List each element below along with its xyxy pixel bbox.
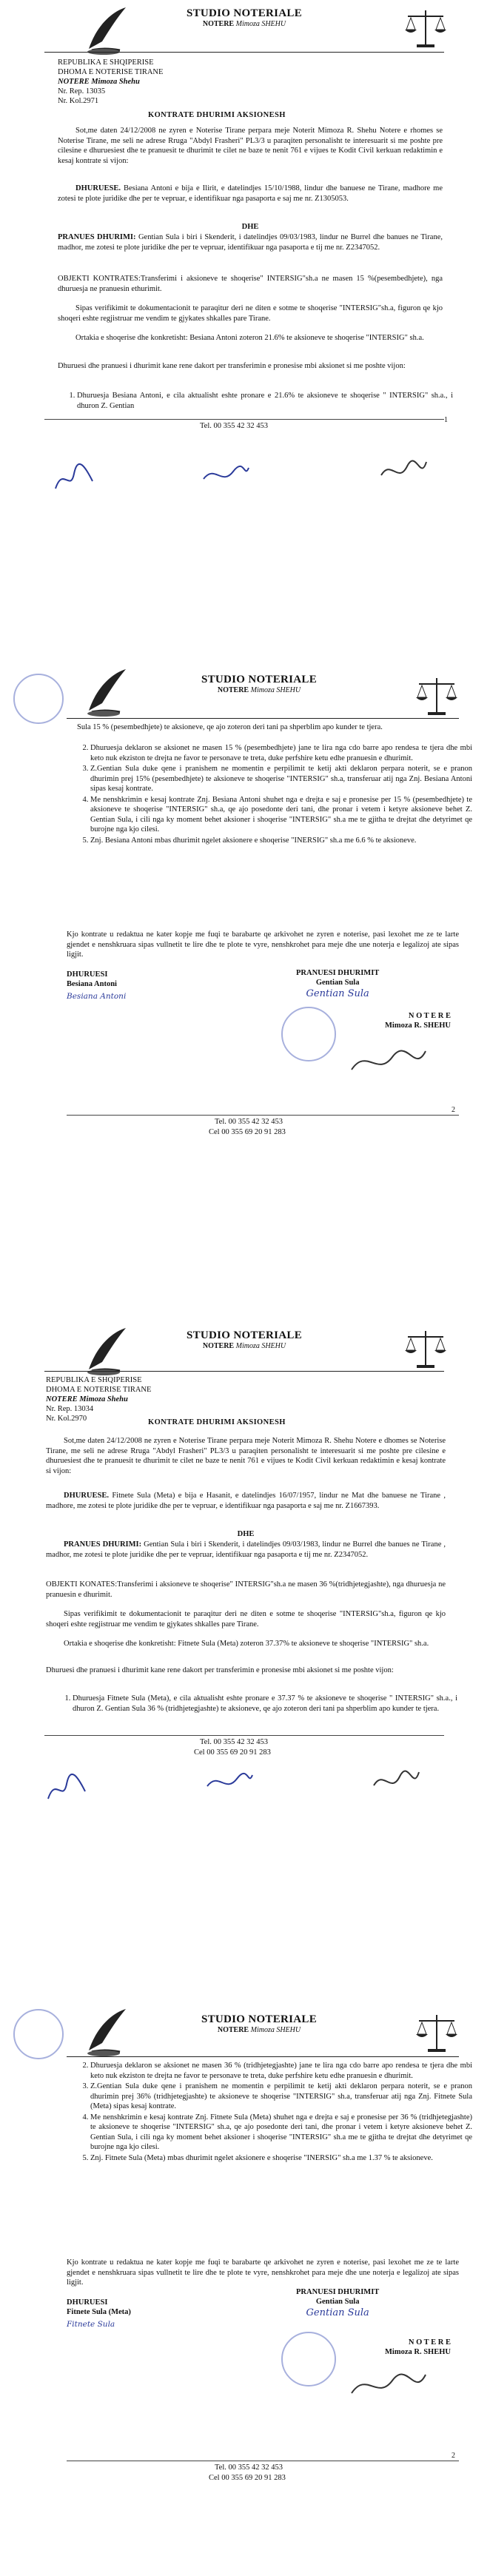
contract-page-1 — [0, 0, 490, 607]
phone-number: Tel. 00 355 42 32 453 — [215, 2463, 283, 2472]
page-number: 2 — [452, 1106, 455, 1114]
receiver-label: PRANUES DHURIMI: — [64, 1540, 142, 1549]
list-item: 4. Me nenshkrimin e kesaj kontrate Znj. Besiana Antoni shuhet nga e drejta e saj e pronesise per 15 % (pesembedhjete) te aksioneve te shoqerise "INTERSIG" sh.a, qe ajo posedonte deri tani, dhe pronar i vetem i ketyre aksioneve behet Z. Gentian Sula, i cili nga ky moment behet aksioner i shoqerise "INTERSIG" sh.a me te gjitha te drejtat dhe detyrimet qe burojne nga kjo cilesi. — [90, 795, 472, 835]
meta-notary: NOTERE Mimoza Shehu — [58, 78, 140, 86]
and-label: DHE — [241, 223, 259, 231]
initials-signature-icon — [52, 459, 96, 496]
notary-full-name: Mimoza R. SHEHU — [385, 1022, 451, 1030]
transfer-list — [77, 2061, 472, 2164]
quill-logo-icon — [81, 1325, 129, 1377]
meta-rep-number: Nr. Rep. 13034 — [46, 1405, 94, 1413]
list-item: 3. Z.Gentian Sula duke qene i pranishem ne momentin e perpilimit te ketij akti deklaron perpara noterit, se e pranon dhurimin prej 15% (pesembedhjete) te aksioneve te shoqerise "INTERSIG" sh.a, transferuar atij nga Znj. Besiana Antoni sipas kesaj kontrate. — [90, 764, 472, 794]
receiver-paragraph — [58, 232, 443, 252]
receiver-label: PRANUESI DHURIMIT — [296, 969, 380, 977]
giver-label: DHURUESE. — [64, 1492, 109, 1500]
scales-of-justice-icon — [403, 1326, 448, 1371]
agree-paragraph: Dhuruesi dhe pranuesi i dhurimit kane rene dakort per transferimin e pronesise mbi aksionet si me poshte vijon: — [46, 1666, 394, 1674]
initials-signature-icon — [204, 1768, 255, 1797]
initials-signature-icon — [44, 1769, 89, 1806]
receiver-label: PRANUESI DHURIMIT — [296, 2288, 380, 2296]
document-title: KONTRATE DHURIMI AKSIONESH — [148, 1418, 286, 1426]
office-name: STUDIO NOTERIALE — [201, 2013, 318, 2025]
office-header — [170, 2013, 348, 2034]
list-item: 4. Me nenshkrimin e kesaj kontrate Znj. Fitnete Sula (Meta) shuhet nga e drejta e saj e pronesise per 36 % (tridhjetegjashte) te aksioneve te shoqerise "INTERSIG" sh.a, qe ajo posedonte deri tani, dhe pronar i vetem i ketyre aksioneve behet Z. Gentian Sula, i cili nga ky moment behet aksioner i shoqerise "INTERSIG" sh.a me te gjitha te drejtat dhe detyrimet qe burojne nga kjo cilesi. — [90, 2113, 472, 2153]
notary-label: N O T E R E — [408, 2338, 451, 2347]
giver-signature: Besiana Antoni — [67, 992, 127, 1001]
notary-name: Mimoza SHEHU — [250, 2026, 301, 2034]
and-label: DHE — [237, 1530, 255, 1538]
object-paragraph: OBJEKTI KONTRATES:Transferimi i aksioneve te shoqerise" INTERSIG"sh.a ne masen 15 %(pesembedhjete), nga dhuruesja ne pranuesin ethurimit. — [58, 275, 443, 293]
meta-kol-number: Nr. Kol.2970 — [46, 1415, 87, 1423]
notary-signature-block — [385, 2338, 451, 2357]
mobile-number: Cel 00 355 69 20 91 283 — [209, 2474, 286, 2482]
giver-signature-block — [67, 2298, 131, 2330]
notary-prefix: NOTERE — [217, 686, 249, 694]
giver-label: DHURUESE. — [75, 184, 121, 192]
receiver-signature-block — [296, 2287, 379, 2318]
meta-republic: REPUBLIKA E SHQIPERISE — [58, 58, 154, 67]
phone-number: Tel. 00 355 42 32 453 — [200, 1738, 269, 1746]
scales-of-justice-icon — [415, 2010, 459, 2055]
giver-signature: Fitnete Sula — [67, 2320, 115, 2329]
giver-paragraph — [58, 184, 443, 204]
office-header — [155, 7, 333, 28]
office-header — [170, 674, 348, 694]
transfer-list — [59, 1694, 457, 1714]
header-rule — [44, 1371, 444, 1372]
receiver-signature-block — [296, 968, 379, 999]
receiver-signature: Gentian Sula — [306, 2307, 369, 2318]
notary-label: N O T E R E — [408, 1012, 451, 1020]
giver-text: Fitnete Sula (Meta) e bija e Hasanit, e datelindjes 16/07/1957, lindur ne Mat dhe banuese ne Tirane , madhore, me zotesi te plote juridike dhe per te vepruar, e identifikuar nga pasaporta e saj me nr. Z1667393. — [46, 1492, 446, 1510]
giver-name: Fitnete Sula (Meta) — [67, 2308, 131, 2316]
mobile-number: Cel 00 355 69 20 91 283 — [194, 1748, 271, 1757]
notary-name: Mimoza SHEHU — [235, 1342, 286, 1350]
office-name: STUDIO NOTERIALE — [186, 1329, 303, 1341]
footer-rule — [44, 419, 444, 420]
scales-of-justice-icon — [415, 674, 459, 718]
giver-name: Besiana Antoni — [67, 980, 117, 988]
contract-page-3 — [0, 1310, 490, 1947]
giver-signature-block — [67, 970, 126, 1002]
list-item: 1. Dhuruesja Fitnete Sula (Meta), e cila aktualisht eshte pronare e 37.37 % te aksioneve te shoqerise " INTERSIG" sh.a., i dhuron Z. Gentian Sula 36 % (tridhjetegjashte) te aksioneve, qe ajo zoteron deri tani pa shperblim apo kunder te tjera. — [73, 1694, 457, 1714]
notary-prefix: NOTERE — [202, 20, 235, 28]
notary-signature-icon — [348, 2367, 429, 2404]
notary-stamp — [13, 674, 64, 724]
meta-rep-number: Nr. Rep. 13035 — [58, 87, 106, 95]
initials-signature-icon — [377, 453, 429, 490]
transfer-list — [64, 391, 453, 412]
notary-signature-icon — [348, 1044, 429, 1081]
header-rule — [44, 52, 444, 53]
notary-stamp — [281, 2332, 336, 2387]
office-header — [155, 1329, 333, 1350]
quill-logo-icon — [81, 2006, 129, 2058]
list-item: 1. Dhuruesja Besiana Antoni, e cila aktualisht eshte pronare e 21.6% te aksioneve te shoqerise " INTERSIG" sh.a., i dhuron Z. Gentian — [77, 391, 453, 411]
initials-signature-icon — [370, 1763, 422, 1800]
object-paragraph: OBJEKTI KONATES:Transferimi i aksioneve te shoqerise" INTERSIG"sh.a ne masen 36 %(tridhjetegjashte), nga dhuruesja ne pranuesin e dhurimit. — [46, 1580, 446, 1599]
header-rule — [67, 718, 459, 719]
contract-page-2 — [0, 644, 490, 1310]
declare-paragraph: Sipas verifikimit te dokumentacionit te paraqitur deri ne diten e sotme te shoqerise "INTERSIG"sh.a, figuron qe kjo shoqeri eshte regjistruar me vendim te gjykates shkalles pare Tirane. — [58, 304, 443, 323]
header-rule — [67, 2056, 459, 2057]
list-item: 2. Dhuruesja deklaron se aksionet ne masen 15 % (pesembedhjete) jane te lira nga cdo barre apo rendesa te tjera dhe mbi keto nuk ekziston te drejta ne favor te personave te treta, duke perfshire ketu edhe pranuesin e dhurimit. — [90, 743, 472, 763]
phone-number: Tel. 00 355 42 32 453 — [200, 422, 269, 430]
initials-signature-icon — [200, 460, 252, 490]
document-title: KONTRATE DHURIMI AKSIONESH — [148, 111, 286, 119]
receiver-label: PRANUES DHURIMI: — [58, 233, 136, 241]
declare-paragraph: Sipas verifikimit te dokumentacionit te paraqitur deri ne diten e sotme te shoqerise "INTERSIG"sh.a, figuron qe kjo shoqeri eshte regjistruar me vendim te gjykates shkalles pare Tirane. — [46, 1610, 446, 1629]
shares-paragraph: Ortakia e shoqerise dhe konkretisht: Fitnete Sula (Meta) zoteron 37.37% te aksioneve te shoqerise "INTERSIG" sh.a. — [64, 1640, 429, 1648]
shares-paragraph: Ortakia e shoqerise dhe konkretisht: Besiana Antoni zoteron 21.6% te aksioneve te shoqerise "INTERSIG" sh.a. — [75, 334, 424, 342]
quill-logo-icon — [81, 4, 129, 56]
notary-stamp — [281, 1007, 336, 1061]
page-number: 2 — [452, 2452, 455, 2460]
meta-chamber: DHOMA E NOTERISE TIRANE — [58, 68, 164, 76]
notary-prefix: NOTERE — [202, 1342, 235, 1350]
receiver-name: Gentian Sula — [315, 979, 360, 987]
item-continuation: Sula 15 % (pesembedhjete) te aksioneve, qe ajo zoteron deri tani pa shperblim apo kunder te tjera. — [77, 723, 383, 731]
contract-page-4 — [0, 1962, 490, 2576]
giver-paragraph — [46, 1491, 446, 1511]
intro-paragraph: Sot,me daten 24/12/2008 ne zyren e Noterise Tirane perpara meje Noterit Mimoza R. Shehu Notere e dhomes se Noterise Tirane, me seli ne adrese Rruga "Abdyl Frasheri" PL3/3 u paraqiten personalisht te interesuarit si me poshte pre cilesine e dhuruesiest dhe te pranuesit te dhurimit te cilet ne baze te nenit 761 e vijues te Kodit Civil kerkuan redaktimin e kesaj kontrate si vijon: — [46, 1437, 446, 1475]
mobile-number: Cel 00 355 69 20 91 283 — [209, 1128, 286, 1136]
footer-rule — [44, 1735, 444, 1736]
notary-name: Mimoza SHEHU — [250, 686, 301, 694]
meta-chamber: DHOMA E NOTERISE TIRANE — [46, 1386, 152, 1394]
office-name: STUDIO NOTERIALE — [201, 674, 318, 685]
agree-paragraph: Dhuruesi dhe pranuesi i dhurimit kane rene dakort per transferimin e pronesise mbi aksionet si me poshte vijon: — [58, 362, 406, 370]
list-item: 5. Znj. Fitnete Sula (Meta) mbas dhurimit ngelet aksionere e shoqerise "INERSIG" sh.a me 1.37 % te aksioneve. — [90, 2153, 472, 2164]
giver-label: DHURUESI — [67, 2298, 108, 2307]
receiver-paragraph — [46, 1540, 446, 1560]
phone-number: Tel. 00 355 42 32 453 — [215, 1118, 283, 1126]
meta-kol-number: Nr. Kol.2971 — [58, 97, 99, 105]
receiver-text: Gentian Sula i biri i Skenderit, i datelindjes 09/03/1983, lindur ne Burrel dhe banues ne Tirane, madhor, me zotesi te plote juridike dhe per te vepruar, identifikuar nga pasaporta e tij me nr. Z2347052. — [58, 233, 443, 252]
notary-signature-block — [385, 1011, 451, 1030]
notary-full-name: Mimoza R. SHEHU — [385, 2348, 451, 2356]
receiver-signature: Gentian Sula — [306, 988, 369, 999]
list-item: 3. Z.Gentian Sula duke qene i pranishem ne momentin e perpilimit te ketij akti deklaron perpara noterit, se e pranon dhurimin prej 36% (tridhjetegjashte) te aksioneve te shoqerise "INTERSIG" sh.a, transferuar atij nga Znj. Fitnete Sula (Meta) sipas kesaj kontrate. — [90, 2082, 472, 2112]
closing-paragraph: Kjo kontrate u redaktua ne kater kopje me fuqi te barabarte qe arkivohet ne zyren e noterise, pasi lexohet me ze te larte gjendet e nenshkruara sipas vullnetit te lire dhe te plote te vyre, nenshkrohet para meje dhe une noterja e legalizoj ate sipas ligjit. — [67, 2258, 459, 2287]
intro-paragraph: Sot,me daten 24/12/2008 ne zyren e Noterise Tirane perpara meje Noterit Mimoza R. Shehu Notere e rhomes se Noterise Tirane, me seli ne adrese Rruga "Abdyl Frasheri" PL3/3 u paraqiten personalisht te interesuarit si me poshte pre cilesine e dhuruesiest dhe te pranuesit te dhurimit te cilet ne baze te nenit 761 e vijues te Kodit Civil kerkuan redaktimin e kesaj kontrate si vijon: — [58, 127, 443, 165]
meta-republic: REPUBLIKA E SHQIPERISE — [46, 1376, 142, 1384]
document-meta — [46, 1375, 151, 1423]
receiver-text: Gentian Sula i biri i Skenderit, i datelindjes 09/03/1983, lindur ne Burrel dhe banues ne Tirane , madhor, me zotesi te plote juridike dhe per te vepruar, identifikuar nga pasaporta e tij me nr. Z2347052. — [46, 1540, 446, 1559]
notary-prefix: NOTERE — [217, 2026, 249, 2034]
notary-name: Mimoza SHEHU — [235, 20, 286, 28]
giver-text: Besiana Antoni e bija e Ilirit, e datelindjes 15/10/1988, lindur dhe banuese ne Tirane, madhore me zotesi te plote juridike dhe per te vepruar, e identifikuar nga pasaporta e saj me nr. Z1305053. — [58, 184, 443, 203]
page-number: 1 — [444, 416, 448, 424]
document-meta — [58, 58, 163, 106]
scales-of-justice-icon — [403, 6, 448, 50]
notary-stamp — [13, 2009, 64, 2059]
meta-notary: NOTERE Mimoza Shehu — [46, 1395, 128, 1403]
closing-paragraph: Kjo kontrate u redaktua ne kater kopje me fuqi te barabarte qe arkivohet ne zyren e noterise, pasi lexohet me ze te larte gjendet e nenshkruara sipas vullnetit te lire dhe te plote te vyre, nenshkrohet para meje dhe une noterja e legalizoj ate sipas ligjit. — [67, 930, 459, 959]
footer-rule — [67, 1115, 459, 1116]
transfer-list — [77, 743, 472, 846]
giver-label: DHURUESI — [67, 970, 108, 979]
receiver-name: Gentian Sula — [315, 2298, 360, 2306]
quill-logo-icon — [81, 666, 129, 718]
office-name: STUDIO NOTERIALE — [186, 7, 303, 19]
list-item: 2. Dhuruesja deklaron se aksionet ne masen 36 % (tridhjetegjashte) jane te lira nga cdo barre apo rendesa te tjera dhe mbi keto nuk ekziston te drejta ne favor te personave te treta, duke perfshire ketu edhe pranuesin e dhurimit. — [90, 2061, 472, 2081]
list-item: 5. Znj. Besiana Antoni mbas dhurimit ngelet aksionere e shoqerise "INERSIG" sh.a me 6.6 % te aksioneve. — [90, 836, 472, 846]
